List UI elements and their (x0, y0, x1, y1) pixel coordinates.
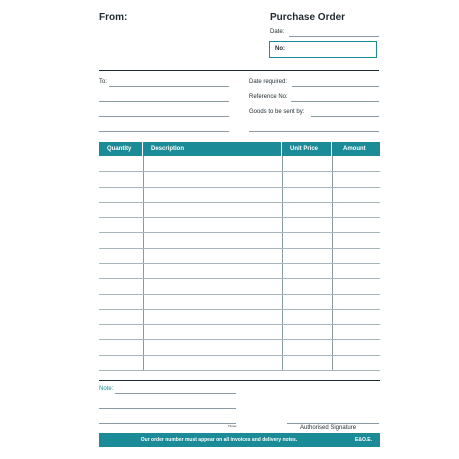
footer-message: Our order number must appear on all invoices and delivery notes. (140, 437, 298, 443)
table-row-line (99, 339, 380, 340)
header-divider (99, 70, 379, 71)
signature-label: Authorised Signature (300, 425, 357, 431)
note-line-3[interactable] (99, 423, 236, 424)
column-amount: Amount (343, 146, 366, 152)
table-row-line (99, 370, 380, 371)
date-required-line[interactable] (292, 86, 379, 87)
reference-label: Reference No: (249, 94, 288, 100)
table-row-line (99, 232, 380, 233)
table-row-line (99, 217, 380, 218)
table-row-line (99, 294, 380, 295)
column-quantity: Quantity (99, 142, 143, 156)
table-header (99, 142, 380, 156)
order-number-label: No: (275, 46, 285, 52)
table-row-line (99, 187, 380, 188)
from-label: From: (99, 12, 128, 23)
footer-bar (99, 433, 380, 447)
table-row-line (99, 309, 380, 310)
signature-line[interactable] (287, 423, 379, 424)
table-row-line (99, 324, 380, 325)
goods-sent-line-2[interactable] (249, 131, 379, 132)
table-row-line (99, 248, 380, 249)
column-description: Description (143, 142, 282, 156)
note-line-1[interactable] (115, 393, 236, 394)
to-field-line-1[interactable] (109, 86, 229, 87)
note-label: Note: (99, 386, 114, 392)
note-line-2[interactable] (99, 408, 236, 409)
date-field-line[interactable] (289, 36, 379, 37)
tiny-print-mark: Tinrae (228, 424, 237, 428)
table-row-line (99, 202, 380, 203)
document-title: Purchase Order (270, 12, 346, 23)
to-field-line-4[interactable] (99, 131, 229, 132)
to-field-line-2[interactable] (99, 101, 229, 102)
table-row-line (99, 171, 380, 172)
footer-eoe: E&O.E. (355, 437, 372, 443)
table-bottom-rule (99, 380, 380, 381)
to-label: To: (99, 79, 108, 85)
to-field-line-3[interactable] (99, 116, 229, 117)
goods-sent-label: Goods to be sent by: (249, 109, 305, 115)
date-label: Date: (270, 29, 285, 35)
date-required-label: Date required: (249, 79, 288, 85)
table-row-line (99, 355, 380, 356)
column-unit-price: Unit Price (282, 142, 332, 156)
table-row-line (99, 278, 380, 279)
table-row-line (99, 263, 380, 264)
goods-sent-line-1[interactable] (311, 116, 379, 117)
order-number-box[interactable] (269, 41, 377, 58)
reference-line[interactable] (291, 101, 379, 102)
